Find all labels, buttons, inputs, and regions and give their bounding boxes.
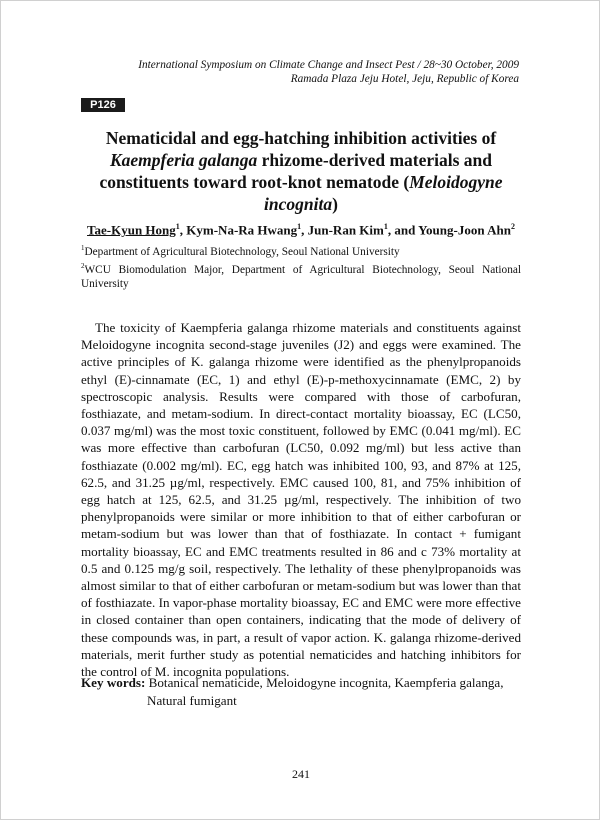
conference-header [138,58,519,86]
keywords-text: Botanical nematicide, Meloidogyne incognita, Kaempferia galanga, Natural fumigant [147,675,504,708]
affiliations [81,241,521,291]
author-affiliation-mark: 2 [510,222,515,231]
author-affiliation-mark: 1 [175,222,180,231]
conference-line-2: Ramada Plaza Jeju Hotel, Jeju, Republic of Korea [290,73,519,85]
author-separator: , and [387,222,419,238]
title-part-1: Nematicidal and egg-hatching inhibition activities of [105,128,497,148]
title-part-2: rhizome-derived materials and constituents toward root-knot nematode ( [99,150,493,192]
author-list [81,219,521,238]
paper-title [81,127,521,215]
affiliation-mark: 2 [81,261,85,270]
keywords-label: Key words: [81,675,146,690]
poster-id-badge: P126 [81,98,125,112]
title-nematode: Meloidogyne incognita [264,172,503,214]
title-species: Kaempferia galanga [109,150,258,170]
title-part-3: ) [332,194,338,214]
abstract-body: The toxicity of Kaempferia galanga rhizome materials and constituents against Meloidogyne incognita second-stage juveniles (J2) and eggs were examined. The active principles of K. galanga rhizome were identified as the phenylpropanoids ethyl (E)-cinnamate (EC, 1) and ethyl (E)-p-methoxycinnamate (EMC, 2) by spectroscopic analysis. Results were compared with those of carbofuran, fosthiazate, and metam-sodium. In direct-contact mortality bioassay, EC (LC50, 0.037 mg/ml) was the most toxic constituent, followed by EMC (0.041 mg/ml). EC was more effective than carbofuran (LC50, 0.092 mg/ml) but less active than fosthiazate (0.002 mg/ml). EC, egg hatch was inhibited 100, 93, and 87% at 125, 62.5, and 31.25 µg/ml, respectively. EMC caused 100, 81, and 75% inhibition of egg hatch at 125, 62.5, and 31.25 µg/ml, respectively. The inhibition of two phenylpropanoids were similar or more inhibition to that of either carbofuran or metam-sodium but was lower than that of fosthiazate. In contact + fumigant mortality bioassay, EC and EMC treatments resulted in 86 and c 73% mortality at 0.5 and 0.125 mg/g soil, respectively. The lethality of these phenylpropanoids was almost similar to that of either carbofuran or metam-sodium but was lower than that of fosthiazate. In vapor-phase mortality bioassay, EC and EMC were more effective in closed container than open containers, indicating that the mode of delivery of these compounds was, in part, a result of vapor action. K. galanga rhizome-derived materials, merit further study as potential nematicides and hatching inhibitors for the control of M. incognita populations. [81,320,521,680]
affiliation-item [81,241,521,259]
page-number: 241 [292,767,310,781]
affiliation-mark: 1 [81,244,85,252]
author-name: Kym-Na-Ra Hwang [186,222,298,238]
author-name: Jun-Ran Kim [307,222,384,238]
conference-line-1: International Symposium on Climate Change and Insect Pest / 28~30 October, 2009 [138,59,519,71]
keywords [81,674,521,709]
author-affiliation-mark: 1 [297,222,302,231]
author-name: Young-Joon Ahn [418,222,511,238]
author-name: Tae-Kyun Hong [87,222,176,238]
author-affiliation-mark: 1 [383,222,388,231]
affiliation-text: WCU Biomodulation Major, Department of Agricultural Biotechnology, Seoul National University [81,263,521,290]
author-separator: , [179,222,187,238]
author-separator: , [301,222,308,238]
affiliation-item [81,259,521,291]
affiliation-text: Department of Agricultural Biotechnology, Seoul National University [84,245,400,258]
